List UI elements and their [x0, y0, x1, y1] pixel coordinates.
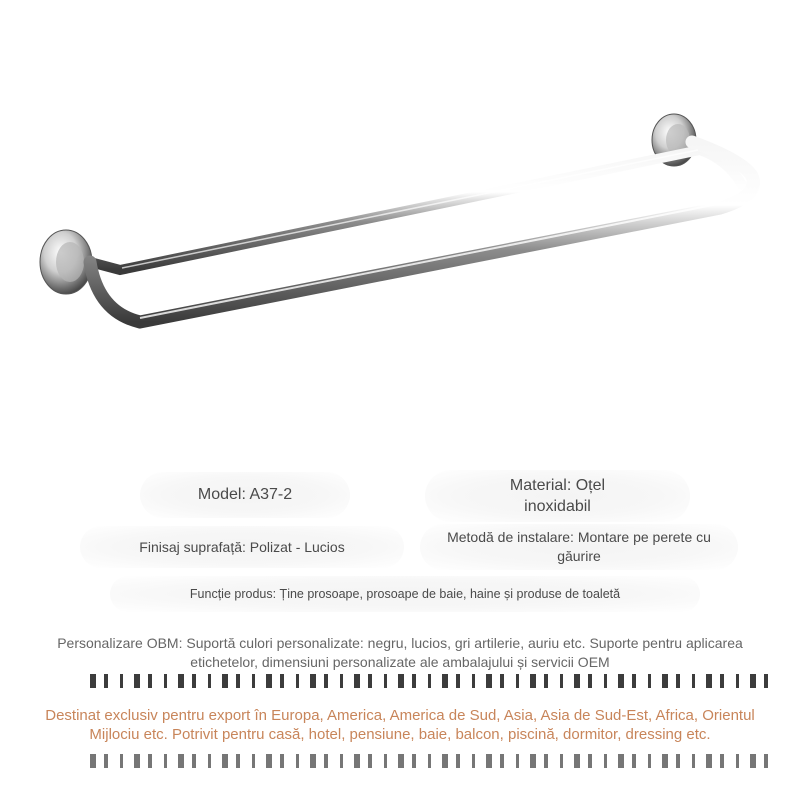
model-label — [140, 472, 350, 518]
export-notice-text: Destinat exclusiv pentru export în Europa, America, America de Sud, Asia, Asia de Sud-Est, Africa, Orientul Mijlociu etc. Potrivit pentru casă, hotel, pensiune, baie, balcon, piscină, dormitor, dressing etc. — [30, 706, 770, 744]
rear-bar — [90, 150, 742, 270]
install-method-label — [420, 524, 738, 570]
finish-text: Finisaj suprafață: Polizat - Lucios — [139, 539, 345, 555]
front-bar — [90, 142, 753, 322]
finish-label — [80, 526, 404, 568]
overlapped-text-artifact — [90, 754, 770, 768]
function-text: Funcție produs: Ține prosoape, prosoape de baie, haine și produse de toaletă — [189, 587, 621, 601]
obm-customization-text: Personalizare OBM: Suportă culori personalizate: negru, lucios, gri artilerie, auriu etc. Suporte pentru aplicarea etichetelor, dimensiuni personalizate ale ambalajului și servicii OEM — [57, 635, 743, 670]
install-method-text: Metodă de instalare: Montare pe perete cu găurire — [447, 529, 711, 564]
overlapped-text-artifact — [90, 674, 770, 688]
model-text: Model: A37-2 — [197, 486, 293, 503]
export-notice — [30, 672, 770, 772]
material-text: Material: Oțel inoxidabil — [509, 477, 606, 515]
material-label — [425, 470, 690, 522]
function-label — [110, 576, 700, 612]
